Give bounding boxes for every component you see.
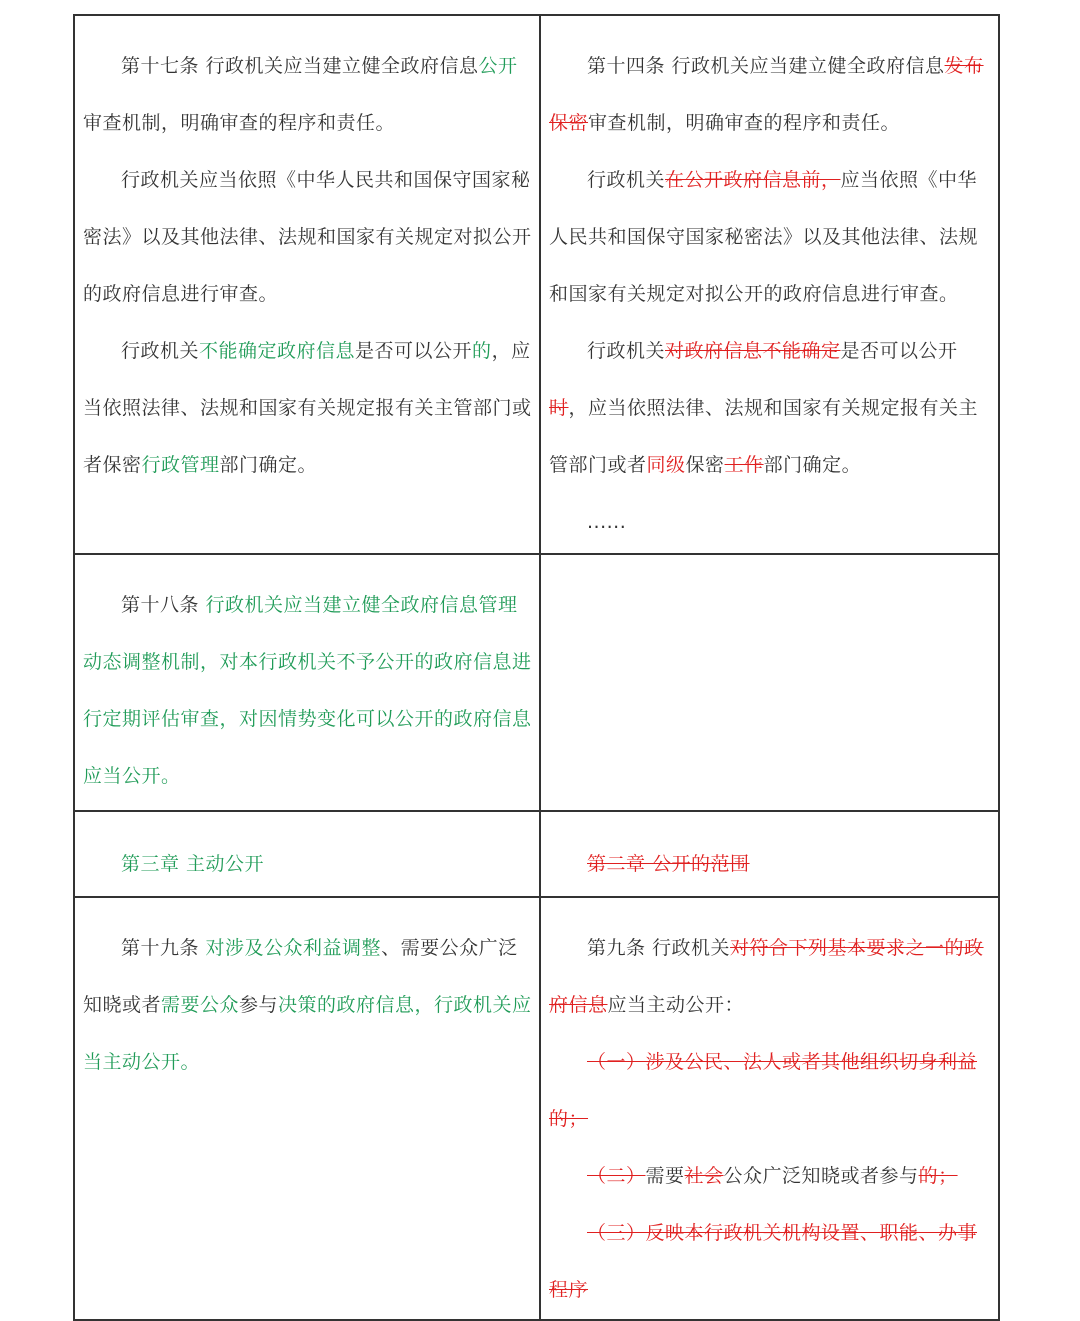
text-run: 行政机关 [587, 340, 666, 362]
old-article-9-cell [540, 897, 999, 1320]
text-run: 行政机关应当建立健全政府信息管理动态调整机制，对本行政机关不予公开的政府信息进行定期评估审查，对因情势变化可以公开的政府信息应当公开。 [83, 594, 532, 787]
new-article-17-cell [74, 15, 540, 554]
text-run: 第九条 行政机关 [587, 937, 731, 959]
paragraph [83, 152, 533, 323]
text-run: 审查机制，明确审查的程序和责任。 [588, 112, 901, 134]
text-run: 行政管理 [141, 454, 220, 476]
text-run: 应当主动公开： [607, 994, 745, 1016]
paragraph [549, 1205, 992, 1319]
text-run: 部门确定。 [763, 454, 862, 476]
paragraph [549, 1034, 992, 1148]
text-run: 工作 [724, 454, 764, 476]
text-run: 对符合下列基本要求之一的政府信息 [549, 937, 984, 1016]
text-run: （三）反映本行政机关机构设置、职能、办事程序 [549, 1222, 978, 1301]
table-row [74, 811, 999, 897]
new-chapter-heading-cell [74, 811, 540, 897]
new-article-18-cell [74, 554, 540, 811]
table-row [74, 15, 999, 554]
text-run: 行政机关 [587, 169, 666, 191]
text-run: 第三章 主动公开 [121, 853, 265, 875]
text-run: 行政机关 [121, 340, 200, 362]
text-run: 决策的政府信息，行政机关应当主动公开。 [83, 994, 532, 1073]
text-run: 发布保密 [549, 55, 984, 134]
paragraph [83, 920, 533, 1091]
new-article-19-cell [74, 897, 540, 1320]
text-run: （二） [587, 1165, 646, 1187]
text-run: 第十九条 [121, 937, 206, 959]
text-run: 、需要公众广泛知晓或者 [83, 937, 518, 1016]
paragraph [549, 323, 992, 494]
text-run: 第十四条 行政机关应当建立健全政府信息 [587, 55, 945, 77]
text-run: 第十八条 [121, 594, 206, 616]
paragraph [549, 38, 992, 152]
text-run: 在公开政府信息前， [665, 169, 841, 191]
table-row [74, 554, 999, 811]
text-run: 保密 [685, 454, 725, 476]
old-article-14-cell [540, 15, 999, 554]
paragraph [549, 152, 992, 323]
text-run: 同级 [646, 454, 686, 476]
paragraph [549, 836, 992, 893]
text-run: 是否可以公开 [355, 340, 473, 362]
paragraph [549, 494, 992, 551]
text-run: ...... [587, 511, 627, 533]
text-run: 的； [918, 1165, 958, 1187]
table-row [74, 897, 999, 1320]
paragraph [83, 323, 533, 494]
text-run: 第二章 公开的范围 [587, 853, 750, 875]
text-run: 行政机关应当依照《中华人民共和国保守国家秘密法》以及其他法律、法规和国家有关规定对拟公开的政府信息进行审查。 [83, 169, 532, 305]
text-run: 需要 [645, 1165, 685, 1187]
text-run: 公开 [478, 55, 518, 77]
text-run: 不能确定政府信息 [199, 340, 356, 362]
text-run: 需要公众 [161, 994, 240, 1016]
text-run: 对政府信息不能确定 [665, 340, 841, 362]
text-run: 公众广泛知晓或者参与 [723, 1165, 919, 1187]
comparison-table [73, 14, 1000, 1321]
text-run: ，应当依照法律、法规和国家有关规定报有关主管部门或者 [549, 397, 979, 476]
paragraph [549, 1148, 992, 1205]
text-run: 时 [549, 397, 569, 419]
text-run: 审查机制，明确审查的程序和责任。 [83, 112, 396, 134]
text-run: 应当依照《中华人民共和国保守国家秘密法》以及其他法律、法规和国家有关规定对拟公开的政府信息进行审查。 [549, 169, 979, 305]
text-run: 第十七条 行政机关应当建立健全政府信息 [121, 55, 479, 77]
text-run: 社会 [684, 1165, 724, 1187]
empty-cell [540, 554, 999, 811]
text-run: 的 [472, 340, 492, 362]
text-run: 部门确定。 [219, 454, 318, 476]
text-run: 是否可以公开 [840, 340, 958, 362]
text-run: 对涉及公众利益调整 [205, 937, 382, 959]
old-chapter-heading-cell [540, 811, 999, 897]
text-run: 参与 [239, 994, 279, 1016]
paragraph [83, 836, 533, 893]
text-run: （一）涉及公民、法人或者其他组织切身利益的； [549, 1051, 978, 1130]
paragraph [83, 38, 533, 152]
paragraph [83, 577, 533, 805]
paragraph [549, 920, 992, 1034]
text-run: ，应当依照法律、法规和国家有关规定报有关主管部门或者保密 [83, 340, 532, 476]
